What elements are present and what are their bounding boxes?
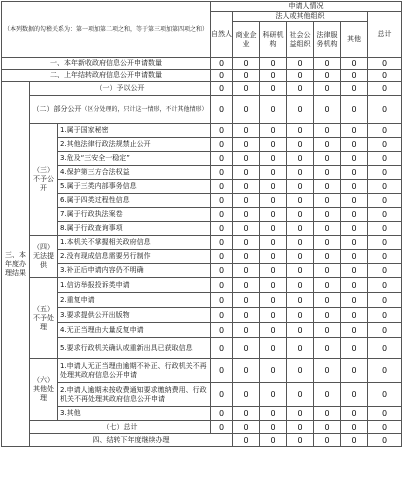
table-row <box>2 338 402 359</box>
value-cell: 0 <box>341 264 368 278</box>
value-cell: 0 <box>233 383 260 407</box>
value-cell: 0 <box>368 434 402 447</box>
value-cell: 0 <box>211 82 233 96</box>
value-cell: 0 <box>368 166 402 180</box>
value-cell: 0 <box>233 236 260 250</box>
item-label: 3.危及“三安全一稳定” <box>58 152 211 166</box>
item-label: 5.属于三类内部事务信息 <box>58 180 211 194</box>
value-cell: 0 <box>287 293 314 308</box>
value-cell: 0 <box>287 236 314 250</box>
natural-person-header: 自然人 <box>211 12 233 58</box>
value-cell: 0 <box>368 124 402 138</box>
value-cell: 0 <box>260 58 287 70</box>
value-cell: 0 <box>260 208 287 222</box>
value-cell: 0 <box>368 338 402 359</box>
value-cell: 0 <box>287 96 314 124</box>
value-cell: 0 <box>233 152 260 166</box>
value-cell: 0 <box>341 82 368 96</box>
table-row <box>2 70 402 82</box>
value-cell: 0 <box>211 138 233 152</box>
value-cell: 0 <box>368 359 402 383</box>
value-cell: 0 <box>287 264 314 278</box>
value-cell: 0 <box>211 166 233 180</box>
table-row <box>2 124 402 138</box>
legal-entities-header: 法人或其他组织 <box>233 12 368 22</box>
value-cell: 0 <box>341 250 368 264</box>
value-cell: 0 <box>341 236 368 250</box>
value-cell: 0 <box>260 194 287 208</box>
value-cell: 0 <box>260 166 287 180</box>
entity-type-header: 科研机构 <box>260 22 287 58</box>
value-cell: 0 <box>211 180 233 194</box>
value-cell: 0 <box>368 383 402 407</box>
value-cell: 0 <box>233 250 260 264</box>
value-cell: 0 <box>287 359 314 383</box>
value-cell: 0 <box>341 338 368 359</box>
value-cell: 0 <box>314 323 341 338</box>
value-cell: 0 <box>314 152 341 166</box>
value-cell: 0 <box>233 434 260 447</box>
value-cell: 0 <box>260 308 287 323</box>
value-cell: 0 <box>211 338 233 359</box>
value-cell: 0 <box>368 278 402 293</box>
table-row <box>2 421 402 434</box>
item-label: 2.申请人逾期未按收费通知要求缴纳费用、行政机关不再处理其政府信息公开申请 <box>58 383 211 407</box>
value-cell: 0 <box>287 124 314 138</box>
value-cell: 0 <box>211 208 233 222</box>
value-cell: 0 <box>260 70 287 82</box>
value-cell: 0 <box>314 222 341 236</box>
value-cell: 0 <box>287 434 314 447</box>
value-cell: 0 <box>368 421 402 434</box>
row-label: 二、上年结转政府信息公开申请数量 <box>2 70 211 82</box>
value-cell: 0 <box>368 194 402 208</box>
value-cell: 0 <box>211 293 233 308</box>
value-cell: 0 <box>314 58 341 70</box>
value-cell: 0 <box>341 359 368 383</box>
item-label: 1.本机关不掌握相关政府信息 <box>58 236 211 250</box>
value-cell: 0 <box>233 124 260 138</box>
value-cell: 0 <box>260 278 287 293</box>
value-cell: 0 <box>260 152 287 166</box>
value-cell: 0 <box>341 70 368 82</box>
value-cell: 0 <box>314 338 341 359</box>
value-cell: 0 <box>341 407 368 421</box>
value-cell: 0 <box>233 278 260 293</box>
value-cell: 0 <box>314 383 341 407</box>
value-cell: 0 <box>368 96 402 124</box>
value-cell: 0 <box>233 421 260 434</box>
row-label: （七）总计 <box>30 421 211 434</box>
entity-type-header: 其他 <box>341 22 368 58</box>
entity-type-header: 社会公益组织 <box>287 22 314 58</box>
value-cell: 0 <box>260 180 287 194</box>
item-label: 3.要求提供公开出版物 <box>58 308 211 323</box>
value-cell: 0 <box>211 264 233 278</box>
value-cell: 0 <box>368 138 402 152</box>
value-cell: 0 <box>368 222 402 236</box>
results-group-label: 三、本年度办理结果 <box>2 82 30 447</box>
value-cell: 0 <box>341 434 368 447</box>
value-cell: 0 <box>368 293 402 308</box>
value-cell: 0 <box>260 96 287 124</box>
value-cell: 0 <box>368 264 402 278</box>
value-cell: 0 <box>260 338 287 359</box>
table-row <box>2 264 402 278</box>
row-label-note: （区分处理的，只计这一情形，不计其他情形） <box>81 106 208 113</box>
value-cell: 0 <box>368 70 402 82</box>
value-cell: 0 <box>287 70 314 82</box>
value-cell: 0 <box>341 194 368 208</box>
value-cell: 0 <box>211 236 233 250</box>
table-row <box>2 323 402 338</box>
value-cell: 0 <box>368 180 402 194</box>
value-cell: 0 <box>368 82 402 96</box>
table-row <box>2 138 402 152</box>
value-cell: 0 <box>233 264 260 278</box>
item-label: 2.重复申请 <box>58 293 211 308</box>
value-cell: 0 <box>287 208 314 222</box>
value-cell: 0 <box>211 124 233 138</box>
value-cell: 0 <box>233 407 260 421</box>
value-cell: 0 <box>260 323 287 338</box>
value-cell: 0 <box>233 58 260 70</box>
value-cell: 0 <box>233 293 260 308</box>
value-cell: 0 <box>287 152 314 166</box>
value-cell: 0 <box>260 434 287 447</box>
value-cell: 0 <box>368 407 402 421</box>
table-row <box>2 166 402 180</box>
value-cell: 0 <box>314 194 341 208</box>
row-label: 一、本年新收政府信息公开申请数量 <box>2 58 211 70</box>
value-cell: 0 <box>211 359 233 383</box>
value-cell: 0 <box>211 96 233 124</box>
value-cell: 0 <box>368 250 402 264</box>
value-cell: 0 <box>368 323 402 338</box>
value-cell: 0 <box>341 421 368 434</box>
item-label: 8.属于行政查询事项 <box>58 222 211 236</box>
value-cell: 0 <box>260 138 287 152</box>
value-cell: 0 <box>341 180 368 194</box>
value-cell: 0 <box>314 70 341 82</box>
value-cell: 0 <box>260 124 287 138</box>
value-cell: 0 <box>211 222 233 236</box>
value-cell: 0 <box>260 293 287 308</box>
value-cell: 0 <box>211 308 233 323</box>
value-cell: 0 <box>341 308 368 323</box>
category-label: （四）无法提供 <box>30 236 58 278</box>
value-cell: 0 <box>233 323 260 338</box>
value-cell: 0 <box>341 166 368 180</box>
table-row <box>2 434 402 447</box>
value-cell: 0 <box>287 194 314 208</box>
table-row <box>2 407 402 421</box>
value-cell: 0 <box>287 138 314 152</box>
table-row <box>2 222 402 236</box>
value-cell: 0 <box>287 180 314 194</box>
table-row <box>2 359 402 383</box>
value-cell: 0 <box>314 236 341 250</box>
value-cell: 0 <box>233 359 260 383</box>
table-row <box>2 82 402 96</box>
table-row <box>2 152 402 166</box>
value-cell: 0 <box>314 434 341 447</box>
value-cell: 0 <box>233 180 260 194</box>
value-cell: 0 <box>341 58 368 70</box>
value-cell: 0 <box>287 308 314 323</box>
value-cell: 0 <box>314 124 341 138</box>
value-cell: 0 <box>211 194 233 208</box>
value-cell: 0 <box>287 338 314 359</box>
value-cell: 0 <box>341 383 368 407</box>
value-cell: 0 <box>233 208 260 222</box>
value-cell: 0 <box>211 383 233 407</box>
value-cell: 0 <box>287 82 314 96</box>
category-label: （六）其他处理 <box>30 359 58 421</box>
value-cell: 0 <box>233 166 260 180</box>
value-cell: 0 <box>341 278 368 293</box>
row-label <box>30 96 211 124</box>
value-cell: 0 <box>368 308 402 323</box>
value-cell: 0 <box>287 383 314 407</box>
value-cell: 0 <box>314 250 341 264</box>
value-cell: 0 <box>287 323 314 338</box>
value-cell: 0 <box>287 58 314 70</box>
value-cell: 0 <box>211 58 233 70</box>
item-label: 1.信访举报投诉类申请 <box>58 278 211 293</box>
item-label: 4.无正当理由大量反复申请 <box>58 323 211 338</box>
item-label: 4.保护第三方合法权益 <box>58 166 211 180</box>
value-cell: 0 <box>233 338 260 359</box>
value-cell: 0 <box>260 383 287 407</box>
applicant-situation-header: 申请人情况 <box>211 2 402 12</box>
value-cell: 0 <box>314 208 341 222</box>
value-cell: 0 <box>368 152 402 166</box>
value-cell: 0 <box>341 138 368 152</box>
value-cell: 0 <box>233 308 260 323</box>
value-cell: 0 <box>211 250 233 264</box>
value-cell: 0 <box>287 278 314 293</box>
table-row <box>2 308 402 323</box>
table-row <box>2 208 402 222</box>
value-cell: 0 <box>368 236 402 250</box>
value-cell: 0 <box>233 138 260 152</box>
value-cell: 0 <box>260 264 287 278</box>
item-label: 1.申请人无正当理由逾期不补正、行政机关不再处理其政府信息公开申请 <box>58 359 211 383</box>
value-cell: 0 <box>233 82 260 96</box>
value-cell: 0 <box>341 323 368 338</box>
value-cell: 0 <box>368 58 402 70</box>
value-cell: 0 <box>314 421 341 434</box>
table-row <box>2 236 402 250</box>
value-cell: 0 <box>260 407 287 421</box>
value-cell: 0 <box>341 124 368 138</box>
item-label: 5.要求行政机关确认或重新出具已获取信息 <box>58 338 211 359</box>
value-cell: 0 <box>287 407 314 421</box>
item-label: 3.其他 <box>58 407 211 421</box>
value-cell: 0 <box>233 222 260 236</box>
value-cell: 0 <box>233 194 260 208</box>
entity-type-header: 商业企业 <box>233 22 260 58</box>
value-cell: 0 <box>260 250 287 264</box>
table-row <box>2 293 402 308</box>
table-row <box>2 194 402 208</box>
table-row <box>2 383 402 407</box>
category-label: （五）不予处理 <box>30 278 58 359</box>
item-label: 7.属于行政执法案卷 <box>58 208 211 222</box>
value-cell: 0 <box>211 152 233 166</box>
table-body <box>2 2 402 447</box>
value-cell: 0 <box>314 278 341 293</box>
value-cell: 0 <box>314 264 341 278</box>
value-cell: 0 <box>287 166 314 180</box>
value-cell: 0 <box>233 70 260 82</box>
value-cell: 0 <box>314 138 341 152</box>
value-cell: 0 <box>314 293 341 308</box>
value-cell: 0 <box>341 96 368 124</box>
value-cell: 0 <box>314 166 341 180</box>
value-cell: 0 <box>260 359 287 383</box>
value-cell: 0 <box>341 222 368 236</box>
value-cell: 0 <box>341 152 368 166</box>
table-row <box>2 58 402 70</box>
table-row <box>2 180 402 194</box>
value-cell: 0 <box>314 180 341 194</box>
value-cell: 0 <box>287 222 314 236</box>
value-cell: 0 <box>314 359 341 383</box>
value-cell: 0 <box>314 82 341 96</box>
entity-type-header: 法律服务机构 <box>314 22 341 58</box>
value-cell: 0 <box>287 250 314 264</box>
item-label: 2.没有现成信息需要另行制作 <box>58 250 211 264</box>
table-row <box>2 250 402 264</box>
value-cell: 0 <box>314 308 341 323</box>
row-label: （一）予以公开 <box>30 82 211 96</box>
item-label: 3.补正后申请内容仍不明确 <box>58 264 211 278</box>
item-label: 6.属于四类过程性信息 <box>58 194 211 208</box>
value-cell: 0 <box>260 222 287 236</box>
value-cell: 0 <box>341 293 368 308</box>
value-cell: 0 <box>287 421 314 434</box>
item-label: 2.其他法律行政法规禁止公开 <box>58 138 211 152</box>
value-cell: 0 <box>233 96 260 124</box>
value-cell: 0 <box>211 407 233 421</box>
value-cell: 0 <box>211 278 233 293</box>
value-cell: 0 <box>260 82 287 96</box>
row-label: 四、结转下年度继续办理 <box>30 434 233 447</box>
value-cell: 0 <box>260 421 287 434</box>
value-cell: 0 <box>341 208 368 222</box>
value-cell: 0 <box>211 323 233 338</box>
row-label-main: （二）部分公开 <box>32 105 82 113</box>
value-cell: 0 <box>368 208 402 222</box>
value-cell: 0 <box>211 421 233 434</box>
value-cell: 0 <box>260 236 287 250</box>
table-row <box>2 96 402 124</box>
value-cell: 0 <box>211 70 233 82</box>
total-header: 总计 <box>368 12 402 58</box>
table-row <box>2 278 402 293</box>
item-label: 1.属于国家秘密 <box>58 124 211 138</box>
category-label: （三）不予公开 <box>30 124 58 236</box>
header-note: （本列数据的勾稽关系为：第一项加第二项之和，等于第三项加第四项之和） <box>2 2 211 58</box>
disclosure-statistics-table <box>1 1 402 447</box>
value-cell: 0 <box>314 96 341 124</box>
header-row <box>2 2 402 12</box>
value-cell: 0 <box>314 407 341 421</box>
